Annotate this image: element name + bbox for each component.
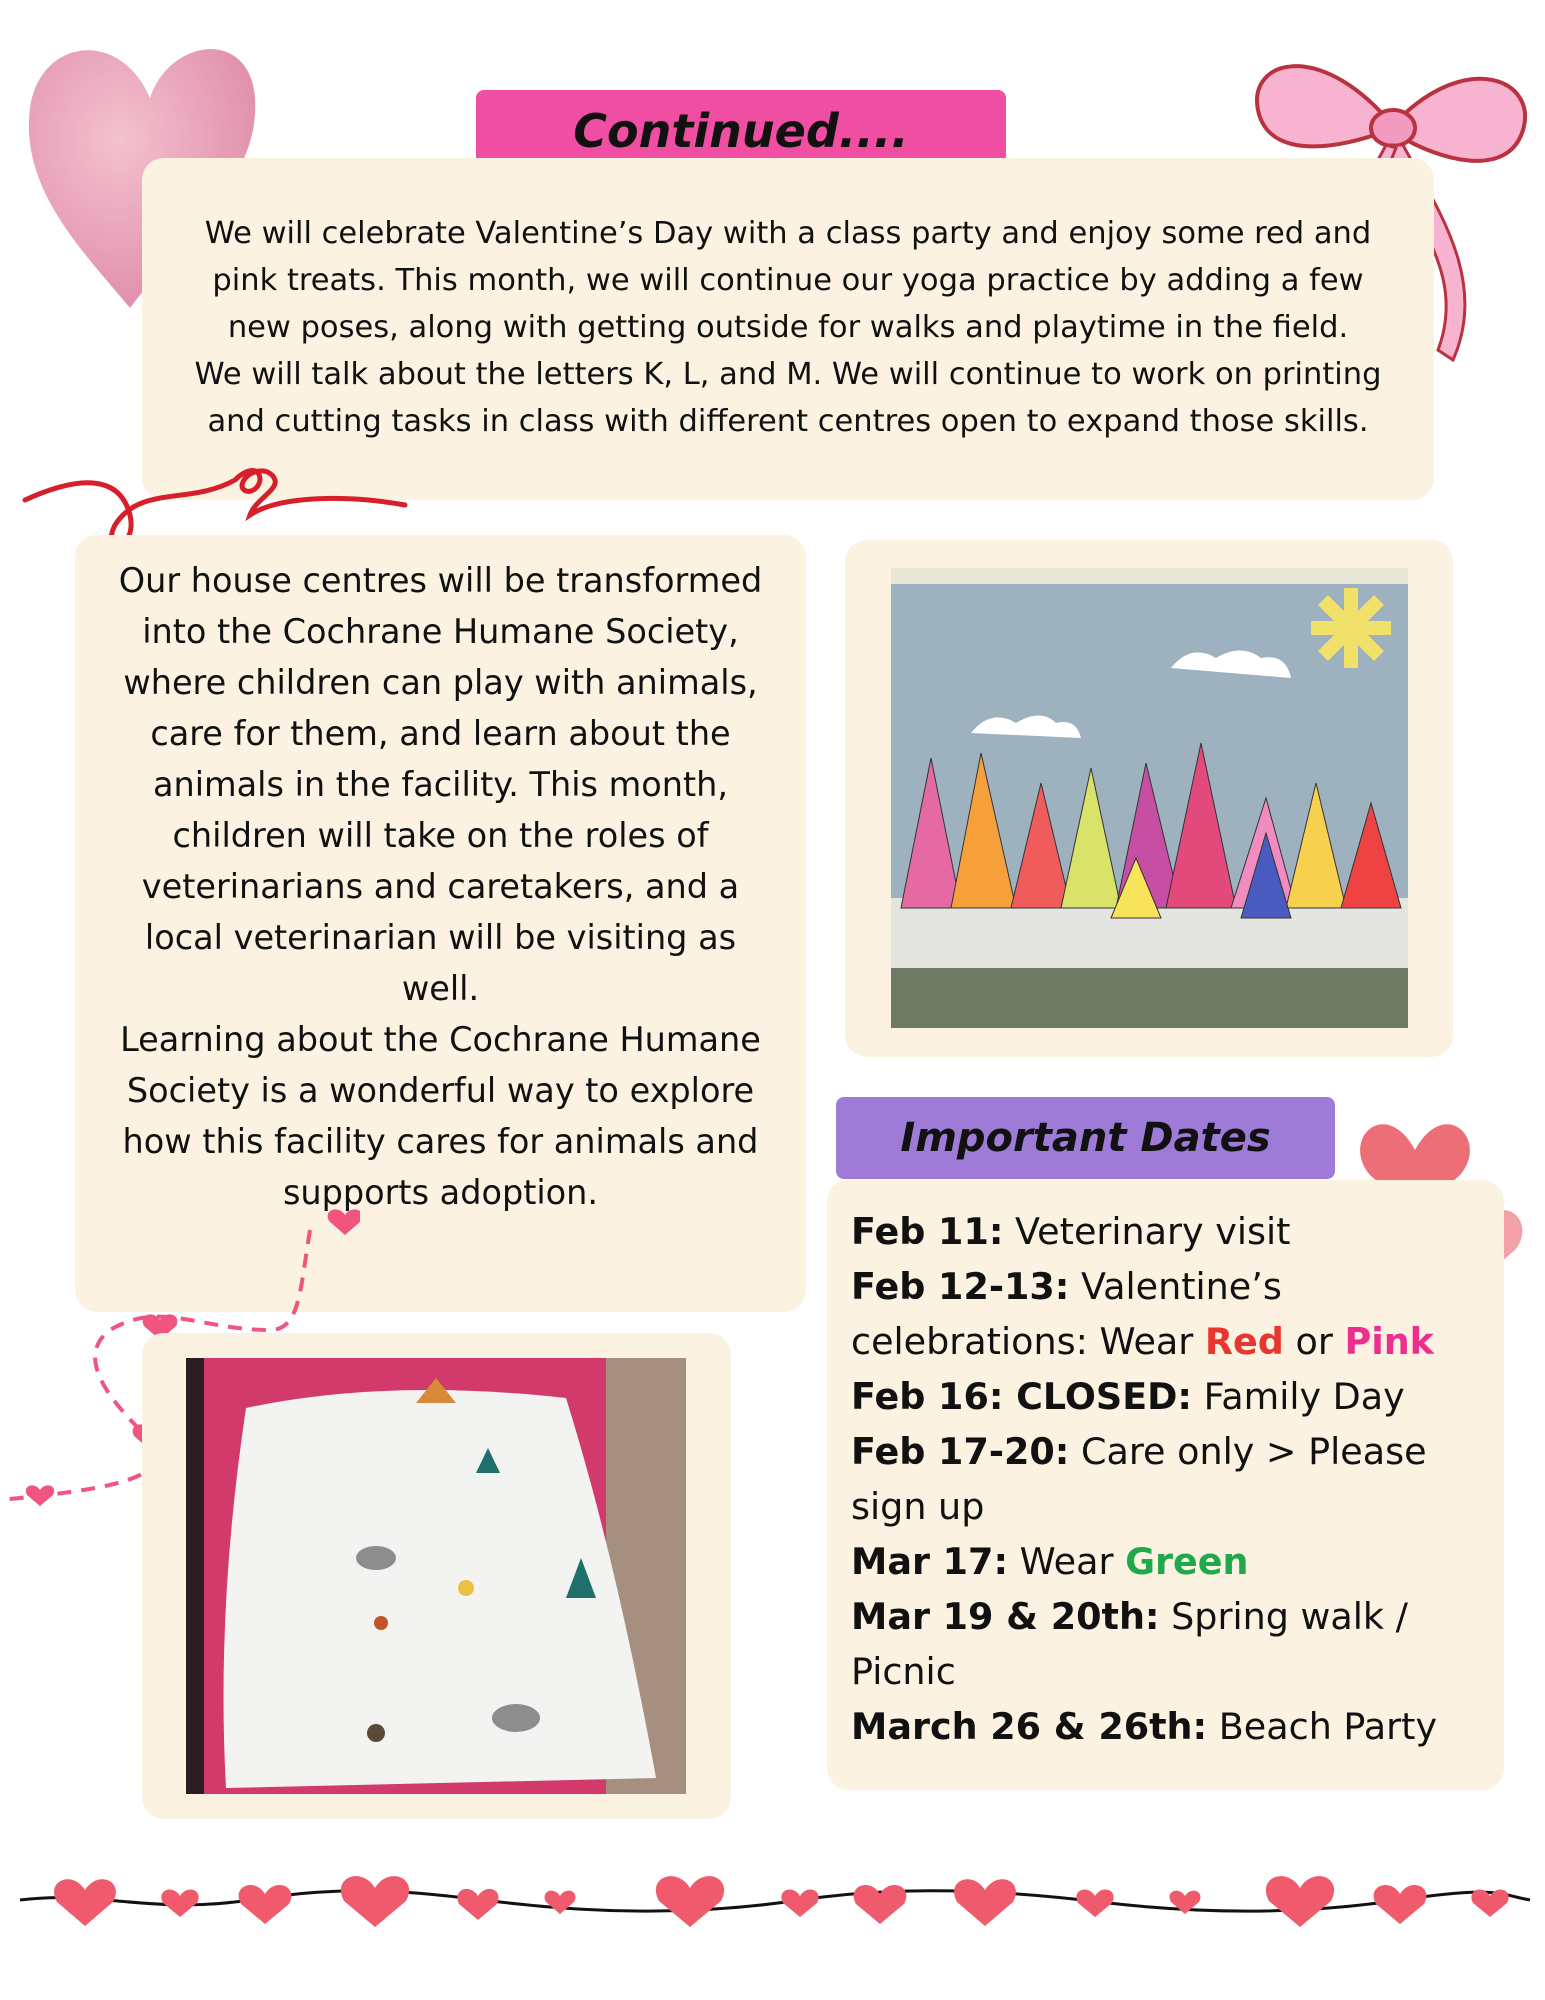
date-text: or bbox=[1283, 1320, 1345, 1363]
date-item bbox=[851, 1259, 1491, 1369]
date-item bbox=[851, 1369, 1491, 1424]
date-text: Care only > Please sign up bbox=[851, 1430, 1427, 1528]
date-item bbox=[851, 1699, 1491, 1754]
date-text: Beach Party bbox=[1207, 1705, 1438, 1748]
date-item bbox=[851, 1424, 1491, 1534]
date-item bbox=[851, 1204, 1491, 1259]
heart-border-icon bbox=[0, 1860, 1545, 1940]
important-dates-title: Important Dates bbox=[900, 1115, 1271, 1161]
date-label: Feb 11: bbox=[851, 1210, 1004, 1253]
intro-card bbox=[142, 158, 1434, 500]
date-label: Feb 17-20: bbox=[851, 1430, 1070, 1473]
date-text: Wear bbox=[1008, 1540, 1126, 1583]
date-text: Veterinary visit bbox=[1003, 1210, 1291, 1253]
date-text: Family Day bbox=[1192, 1375, 1405, 1418]
important-dates-list bbox=[851, 1204, 1491, 1754]
date-label: Mar 17: bbox=[851, 1540, 1009, 1583]
snow-bin-photo bbox=[186, 1358, 686, 1794]
continued-title: Continued.... bbox=[573, 104, 909, 158]
important-dates-card bbox=[827, 1180, 1504, 1790]
date-item bbox=[851, 1589, 1491, 1699]
art-wall-photo bbox=[891, 568, 1408, 1028]
date-item bbox=[851, 1534, 1491, 1589]
date-label: Feb 12-13: bbox=[851, 1265, 1070, 1308]
important-dates-banner bbox=[836, 1097, 1335, 1179]
date-label: March 26 & 26th: bbox=[851, 1705, 1208, 1748]
red-word: Red bbox=[1204, 1320, 1284, 1363]
green-word: Green bbox=[1125, 1540, 1249, 1583]
date-text: Spring walk / Picnic bbox=[851, 1595, 1408, 1693]
intro-text: We will celebrate Valentine’s Day with a class party and enjoy some red and pink treats. This month, we will continue our yoga practice by adding a few new poses, along with getting outside for walks and playtime in the field. We will talk about the letters K, L, and M. We will continue to work on printing and cutting tasks in class with different centres open to expand those skills. bbox=[194, 216, 1382, 439]
house-centres-text: Our house centres will be transformed into the Cochrane Humane Society, where children can play with animals, care for them, and learn about the animals in the facility. This month, children will take on the roles of veterinarians and caretakers, and a local veterinarian will be visiting as well. Learning about the Cochrane Humane Society is a wonderful way to explore how this facility cares for animals and supports adoption. bbox=[118, 561, 763, 1212]
pink-word: Pink bbox=[1344, 1320, 1434, 1363]
date-text: Valentine’s celebrations: Wear bbox=[851, 1265, 1282, 1363]
date-label: Feb 16: CLOSED: bbox=[851, 1375, 1193, 1418]
date-label: Mar 19 & 20th: bbox=[851, 1595, 1160, 1638]
